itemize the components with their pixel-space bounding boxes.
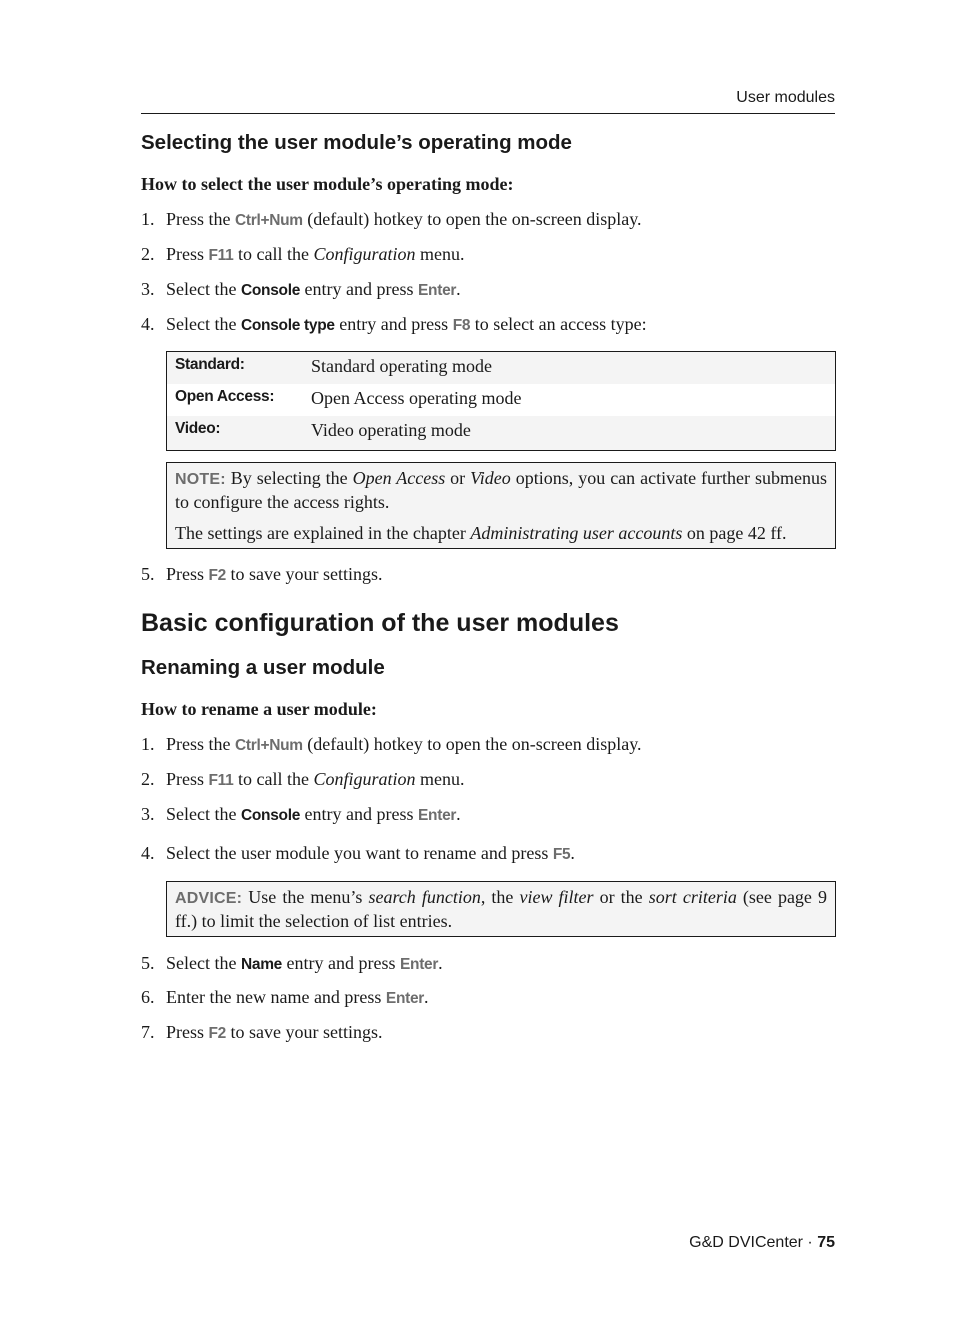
step-text: . — [570, 843, 575, 863]
rename-step-4 — [141, 843, 575, 864]
menu-entry: Console — [240, 807, 301, 824]
rename-step-3 — [141, 804, 461, 825]
step-text: Select the — [166, 314, 241, 334]
note-text: or — [445, 468, 471, 488]
step-text: Press — [166, 1022, 209, 1042]
page-footer — [689, 1234, 835, 1252]
step-number: 5. — [141, 953, 155, 973]
step-text: menu. — [415, 769, 465, 789]
step-text: to call the — [233, 769, 314, 789]
rename-step-6 — [141, 987, 429, 1008]
step-text: Press — [166, 564, 209, 584]
step-number: 1. — [141, 734, 155, 754]
hotkey: Enter — [399, 956, 439, 973]
menu-name: Configuration — [313, 769, 416, 789]
note-box — [166, 462, 836, 549]
chapter-title-basic-configuration: Basic configuration of the user modules — [141, 609, 619, 637]
step-text: (default) hotkey to open the on-screen display. — [302, 734, 642, 754]
step-text: to select an access type: — [470, 314, 647, 334]
note-label: NOTE: — [175, 471, 226, 488]
hotkey: Enter — [385, 990, 425, 1007]
howto-heading-operating-mode: How to select the user module’s operating mode: — [141, 174, 514, 194]
step-number: 2. — [141, 769, 155, 789]
step-text: entry and press — [300, 804, 418, 824]
hotkey: Enter — [418, 282, 457, 299]
note-paragraph — [175, 522, 827, 544]
menu-name: Configuration — [313, 244, 416, 264]
advice-text: or the — [593, 887, 649, 907]
advice-label: ADVICE: — [175, 890, 243, 907]
note-text: on page 42 ff. — [682, 523, 787, 543]
section-title-renaming: Renaming a user module — [141, 656, 385, 679]
hotkey: Ctrl+Num — [235, 737, 303, 754]
advice-emphasis: sort criteria — [648, 887, 737, 907]
section-title-operating-mode: Selecting the user module’s operating mode — [141, 131, 572, 154]
step-text: Select the — [166, 804, 241, 824]
step-text: Press — [166, 769, 209, 789]
advice-text: (see page 9 ff.) to limit the selection of list entries. — [175, 887, 827, 931]
note-emphasis: Open Access — [352, 468, 446, 488]
option-key: Standard: — [175, 356, 245, 373]
step-text: Press the — [166, 209, 235, 229]
note-text: The settings are explained in the chapter — [175, 523, 471, 543]
advice-emphasis: view filter — [519, 887, 594, 907]
step-number: 3. — [141, 804, 155, 824]
step-number: 3. — [141, 279, 155, 299]
menu-entry: Name — [240, 956, 283, 973]
step-number: 7. — [141, 1022, 155, 1042]
rename-step-7 — [141, 1022, 383, 1043]
advice-text: , the — [480, 887, 520, 907]
step-text: (default) hotkey to open the on-screen display. — [302, 209, 642, 229]
option-key: Open Access: — [175, 388, 275, 405]
step-number: 2. — [141, 244, 155, 264]
step-text: Press — [166, 244, 209, 264]
step-5 — [141, 564, 383, 585]
menu-entry: Console — [240, 282, 301, 299]
step-text: Select the — [166, 279, 241, 299]
step-number: 5. — [141, 564, 155, 584]
page-number: 75 — [817, 1234, 835, 1251]
table-row — [167, 352, 835, 384]
advice-text: Use the menu’s — [242, 887, 369, 907]
step-text: Press the — [166, 734, 235, 754]
step-1 — [141, 209, 642, 230]
note-emphasis: Video — [470, 468, 511, 488]
step-text: . — [424, 987, 429, 1007]
note-text: By selecting the — [225, 468, 353, 488]
step-text: Enter the new name and press — [166, 987, 386, 1007]
howto-heading-rename: How to rename a user module: — [141, 699, 377, 719]
option-value: Video operating mode — [311, 420, 471, 440]
running-header — [141, 89, 835, 114]
option-value: Standard operating mode — [311, 356, 492, 376]
step-text: to save your settings. — [226, 1022, 383, 1042]
hotkey: F11 — [208, 772, 234, 789]
rename-step-1 — [141, 734, 642, 755]
step-text: entry and press — [334, 314, 453, 334]
rename-step-2 — [141, 769, 464, 790]
header-section-title: User modules — [736, 89, 835, 106]
step-number: 1. — [141, 209, 155, 229]
option-key: Video: — [175, 420, 221, 437]
step-text: . — [456, 804, 461, 824]
step-text: entry and press — [300, 279, 418, 299]
menu-entry: Console type — [240, 317, 335, 334]
hotkey: F5 — [552, 846, 571, 863]
step-number: 6. — [141, 987, 155, 1007]
advice-emphasis: search function — [368, 887, 481, 907]
hotkey: F8 — [452, 317, 471, 334]
note-emphasis: Administrating user accounts — [470, 523, 683, 543]
step-text: Select the — [166, 953, 241, 973]
hotkey: F2 — [208, 567, 227, 584]
step-text: to save your settings. — [226, 564, 383, 584]
step-text: . — [438, 953, 443, 973]
table-row — [167, 416, 835, 450]
footer-product: G&D DVICenter · — [689, 1234, 818, 1251]
note-paragraph — [175, 467, 827, 513]
step-2 — [141, 244, 464, 265]
step-text: entry and press — [282, 953, 400, 973]
step-4 — [141, 314, 647, 335]
table-row — [167, 384, 835, 416]
rename-step-5 — [141, 953, 443, 974]
step-text: menu. — [415, 244, 465, 264]
hotkey: Ctrl+Num — [235, 212, 303, 229]
access-type-table — [166, 351, 836, 451]
hotkey: F11 — [208, 247, 234, 264]
step-number: 4. — [141, 843, 155, 863]
option-value: Open Access operating mode — [311, 388, 522, 408]
hotkey: Enter — [418, 807, 457, 824]
advice-box — [166, 881, 836, 937]
step-text: to call the — [233, 244, 314, 264]
hotkey: F2 — [208, 1025, 227, 1042]
advice-paragraph — [175, 886, 827, 932]
step-text: Select the user module you want to rename and press — [166, 843, 553, 863]
step-number: 4. — [141, 314, 155, 334]
note-text: options, you can activate further submenus to configure the access rights. — [175, 468, 827, 512]
step-text: . — [456, 279, 461, 299]
step-3 — [141, 279, 461, 300]
